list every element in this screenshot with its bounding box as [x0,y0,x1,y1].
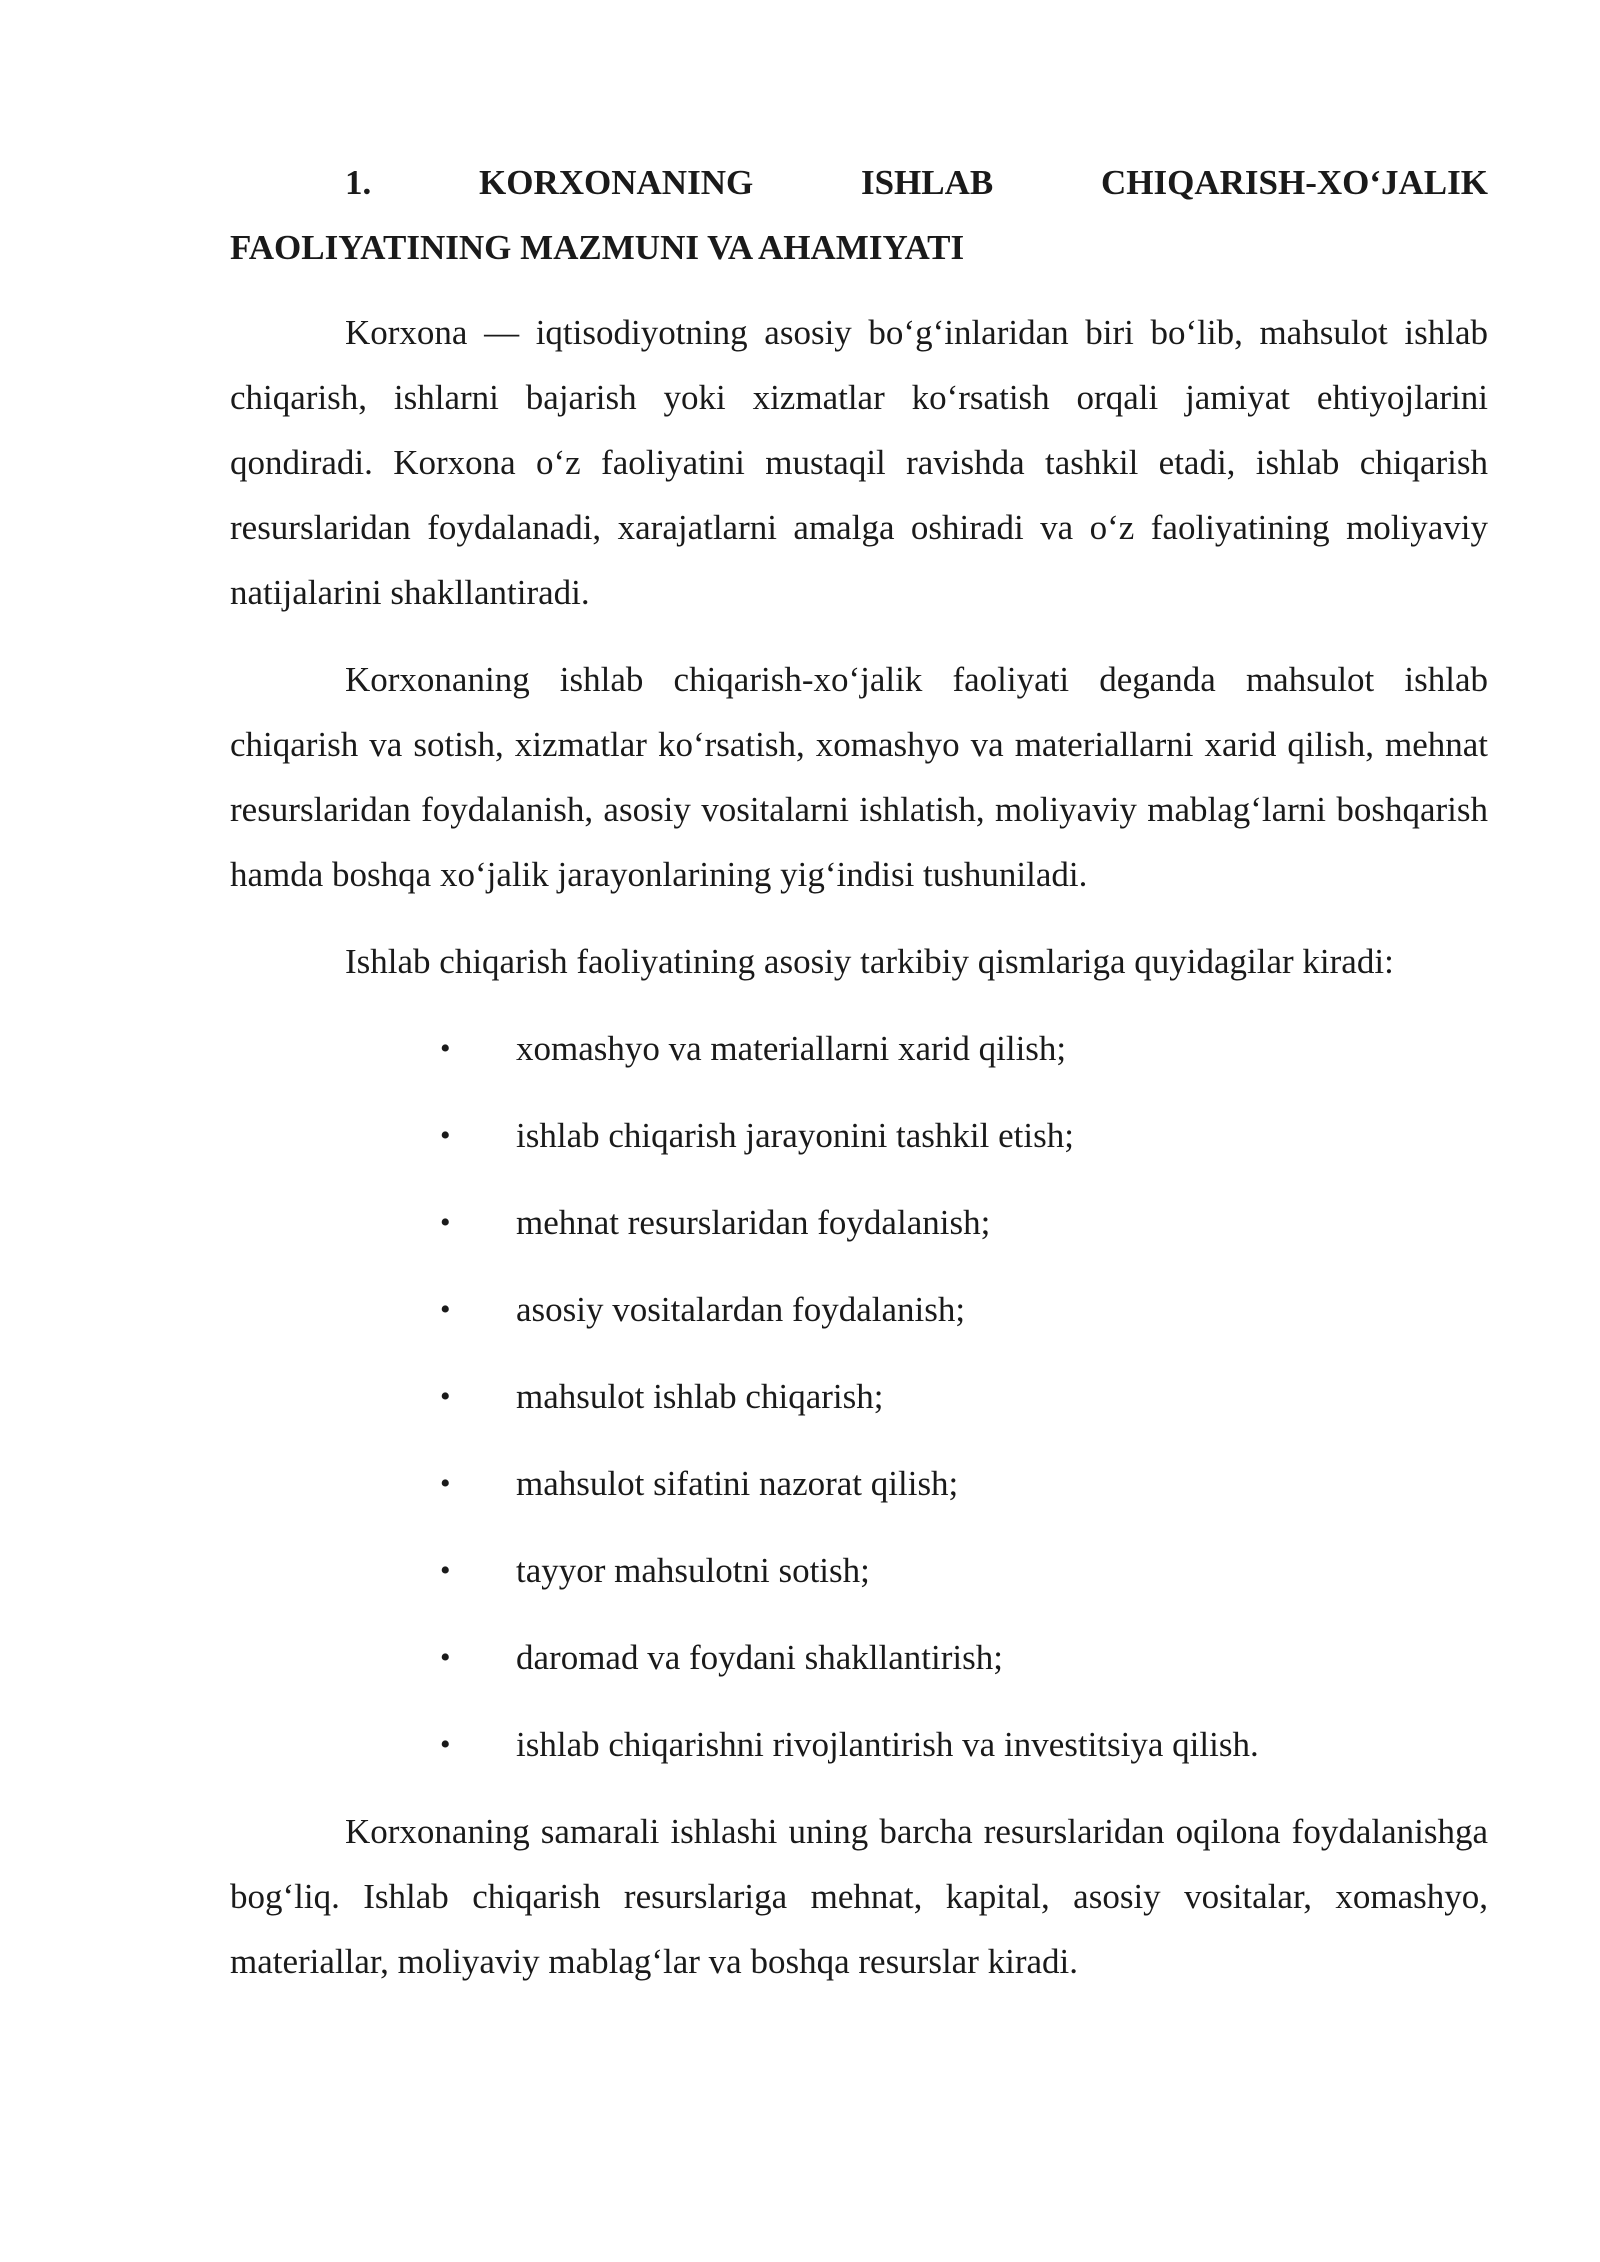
section-heading [230,150,1488,280]
list-item: • mahsulot sifatini nazorat qilish; [230,1451,1488,1516]
paragraph-intro: Korxona — iqtisodiyotning asosiy bo‘g‘inlaridan biri bo‘lib, mahsulot ishlab chiqarish, ishlarni bajarish yoki xizmatlar ko‘rsatish orqali jamiyat ehtiyojlarini qondiradi. Korxona o‘z faoliyatini mustaqil ravishda tashkil etadi, ishlab chiqarish resurslaridan foydalanadi, xarajatlarni amalga oshiradi va o‘z faoliyatining moliyaviy natijalarini shakllantiradi. [230,313,1488,612]
heading-line-1 [230,150,1488,215]
heading-number: 1. [345,163,372,202]
paragraph-definition: Korxonaning ishlab chiqarish-xo‘jalik faoliyati deganda mahsulot ishlab chiqarish va sotish, xizmatlar ko‘rsatish, xomashyo va materiallarni xarid qilish, mehnat resurslaridan foydalanish, asosiy vositalarni ishlatish, moliyaviy mablag‘larni boshqarish hamda boshqa xo‘jalik jarayonlarining yig‘indisi tushuniladi. [230,660,1488,894]
paragraph-closing: Korxonaning samarali ishlashi uning barcha resurslaridan oqilona foydalanishga bog‘liq. Ishlab chiqarish resurslariga mehnat, kapital, asosiy vositalar, xomashyo, materiallar, moliyaviy mablag‘lar va boshqa resurslar kiradi. [230,1812,1488,1981]
list-item: • asosiy vositalardan foydalanish; [230,1277,1488,1342]
bullet-icon: • [440,1554,451,1587]
heading-word: CHIQARISH-XO‘JALIK [1101,163,1488,202]
list-item: • daromad va foydani shakllantirish; [230,1625,1488,1690]
list-item: • ishlab chiqarishni rivojlantirish va investitsiya qilish. [230,1712,1488,1777]
paragraph-list-lead: Ishlab chiqarish faoliyatining asosiy tarkibiy qismlariga quyidagilar kiradi: [345,942,1394,981]
document-page [230,150,1488,2016]
list-item: • mehnat resurslaridan foydalanish; [230,1190,1488,1255]
bullet-icon: • [440,1467,451,1500]
heading-word: KORXONANING [479,163,754,202]
heading-line-2: FAOLIYATINING MAZMUNI VA AHAMIYATI [230,228,965,267]
bullet-icon: • [440,1293,451,1326]
components-list [230,1016,1488,1777]
list-item: • ishlab chiqarish jarayonini tashkil etish; [230,1103,1488,1168]
bullet-icon: • [440,1206,451,1239]
heading-word: ISHLAB [860,163,994,202]
bullet-icon: • [440,1641,451,1674]
bullet-icon: • [440,1380,451,1413]
bullet-icon: • [440,1728,451,1761]
bullet-icon: • [440,1032,451,1065]
list-item: • xomashyo va materiallarni xarid qilish; [230,1016,1488,1081]
list-item: • mahsulot ishlab chiqarish; [230,1364,1488,1429]
bullet-icon: • [440,1119,451,1152]
list-item: • tayyor mahsulotni sotish; [230,1538,1488,1603]
